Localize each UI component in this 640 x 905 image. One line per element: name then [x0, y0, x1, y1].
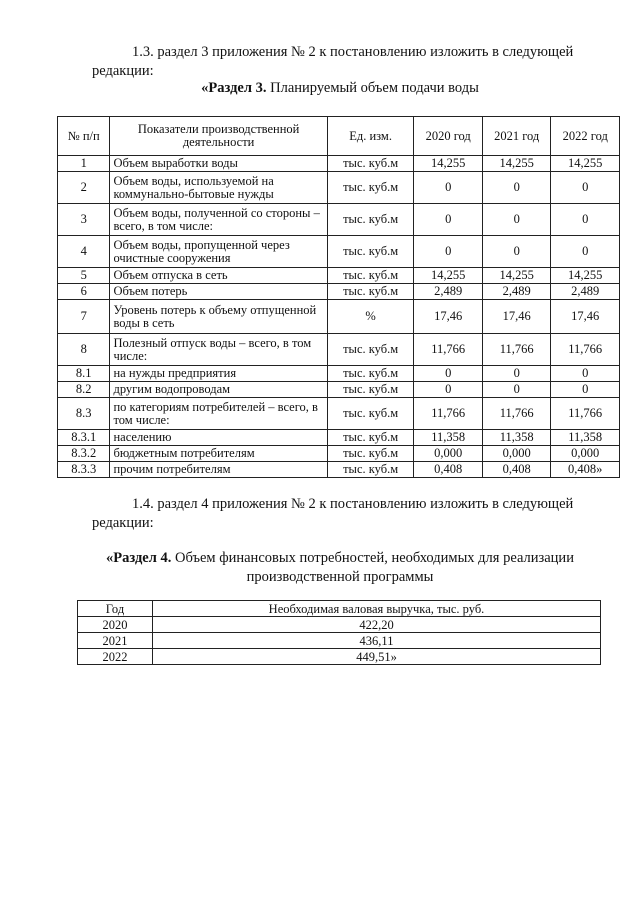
table-row — [78, 649, 601, 665]
table-row — [58, 462, 620, 478]
row-num: 3 — [58, 204, 110, 236]
water-supply-table — [57, 116, 620, 478]
row-year: 2021 — [78, 633, 153, 649]
header-2022: 2022 год — [551, 117, 620, 156]
row-2021: 11,358 — [482, 430, 551, 446]
row-2021: 0,408 — [482, 462, 551, 478]
row-2022: 0 — [551, 172, 620, 204]
header-2020: 2020 год — [414, 117, 483, 156]
row-unit: тыс. куб.м — [327, 334, 414, 366]
row-revenue: 436,11 — [153, 633, 601, 649]
table-row — [58, 268, 620, 284]
table-row — [58, 334, 620, 366]
row-revenue: 449,51» — [153, 649, 601, 665]
row-2022: 11,766 — [551, 334, 620, 366]
section-3-title — [0, 80, 640, 97]
row-revenue: 422,20 — [153, 617, 601, 633]
row-2020: 0 — [414, 172, 483, 204]
row-unit: тыс. куб.м — [327, 156, 414, 172]
row-2020: 14,255 — [414, 268, 483, 284]
row-2020: 11,766 — [414, 334, 483, 366]
table-row — [78, 617, 601, 633]
row-2020: 0,408 — [414, 462, 483, 478]
header-unit: Ед. изм. — [327, 117, 414, 156]
row-indicator: на нужды предприятия — [110, 366, 327, 382]
row-unit: тыс. куб.м — [327, 430, 414, 446]
row-2022: 0 — [551, 382, 620, 398]
row-unit: тыс. куб.м — [327, 284, 414, 300]
row-unit: тыс. куб.м — [327, 398, 414, 430]
row-unit: % — [327, 300, 414, 334]
row-indicator: Объем отпуска в сеть — [110, 268, 327, 284]
row-num: 1 — [58, 156, 110, 172]
row-unit: тыс. куб.м — [327, 204, 414, 236]
row-num: 8.3.2 — [58, 446, 110, 462]
row-indicator: населению — [110, 430, 327, 446]
row-2021: 0 — [482, 236, 551, 268]
row-unit: тыс. куб.м — [327, 446, 414, 462]
table-row — [58, 366, 620, 382]
table-row — [58, 430, 620, 446]
row-2022: 17,46 — [551, 300, 620, 334]
row-num: 2 — [58, 172, 110, 204]
table-row — [58, 398, 620, 430]
row-2020: 0,000 — [414, 446, 483, 462]
row-indicator: Объем воды, используемой на коммунально-бытовые нужды — [110, 172, 327, 204]
row-indicator: Объем воды, полученной со стороны – всего, в том числе: — [110, 204, 327, 236]
intro-1-line-2: редакции: — [92, 63, 154, 79]
intro-2-line-2: редакции: — [92, 515, 154, 531]
row-num: 8.1 — [58, 366, 110, 382]
row-2022: 0 — [551, 366, 620, 382]
row-2022: 2,489 — [551, 284, 620, 300]
row-2020: 11,766 — [414, 398, 483, 430]
header-indicator: Показатели производственной деятельности — [110, 117, 327, 156]
row-2021: 11,766 — [482, 398, 551, 430]
row-2022: 0,408» — [551, 462, 620, 478]
row-2021: 14,255 — [482, 156, 551, 172]
section-3-title-text: Планируемый объем подачи воды — [266, 80, 479, 96]
section-4-title-text: Объем финансовых потребностей, необходимых для реализации — [171, 550, 574, 566]
row-indicator: Объем выработки воды — [110, 156, 327, 172]
row-2020: 0 — [414, 382, 483, 398]
table-row — [58, 236, 620, 268]
section-4-title-bold: «Раздел 4. — [106, 550, 172, 566]
row-2021: 0 — [482, 366, 551, 382]
row-2020: 17,46 — [414, 300, 483, 334]
row-num: 8.3 — [58, 398, 110, 430]
row-2021: 17,46 — [482, 300, 551, 334]
header-num: № п/п — [58, 117, 110, 156]
row-num: 5 — [58, 268, 110, 284]
intro-1-line-1: 1.3. раздел 3 приложения № 2 к постановлению изложить в следующей — [132, 44, 574, 60]
row-2021: 2,489 — [482, 284, 551, 300]
row-indicator: по категориям потребителей – всего, в том числе: — [110, 398, 327, 430]
row-indicator: бюджетным потребителям — [110, 446, 327, 462]
revenue-table — [77, 600, 601, 665]
row-num: 8.2 — [58, 382, 110, 398]
row-unit: тыс. куб.м — [327, 236, 414, 268]
table-row — [58, 284, 620, 300]
row-num: 7 — [58, 300, 110, 334]
row-2020: 0 — [414, 204, 483, 236]
row-unit: тыс. куб.м — [327, 268, 414, 284]
row-num: 4 — [58, 236, 110, 268]
table-row — [58, 156, 620, 172]
row-2021: 14,255 — [482, 268, 551, 284]
table-header-row — [78, 601, 601, 617]
header-year: Год — [78, 601, 153, 617]
row-2021: 0 — [482, 172, 551, 204]
intro-2-line-1: 1.4. раздел 4 приложения № 2 к постановлению изложить в следующей — [132, 496, 574, 512]
row-year: 2020 — [78, 617, 153, 633]
table-row — [58, 382, 620, 398]
row-2022: 11,358 — [551, 430, 620, 446]
row-2020: 0 — [414, 236, 483, 268]
row-2021: 0 — [482, 204, 551, 236]
row-unit: тыс. куб.м — [327, 172, 414, 204]
row-unit: тыс. куб.м — [327, 366, 414, 382]
row-2022: 14,255 — [551, 156, 620, 172]
row-indicator: прочим потребителям — [110, 462, 327, 478]
section-4-title — [90, 549, 590, 587]
row-2020: 2,489 — [414, 284, 483, 300]
header-revenue: Необходимая валовая выручка, тыс. руб. — [153, 601, 601, 617]
intro-paragraph-2 — [92, 495, 612, 533]
table-row — [58, 446, 620, 462]
row-2021: 11,766 — [482, 334, 551, 366]
row-2022: 11,766 — [551, 398, 620, 430]
table-row — [58, 300, 620, 334]
row-2021: 0,000 — [482, 446, 551, 462]
row-num: 8 — [58, 334, 110, 366]
section-3-title-bold: «Раздел 3. — [201, 80, 267, 96]
table-row — [58, 204, 620, 236]
table-row — [58, 172, 620, 204]
row-2022: 0,000 — [551, 446, 620, 462]
row-2022: 0 — [551, 204, 620, 236]
table-row — [78, 633, 601, 649]
row-2020: 0 — [414, 366, 483, 382]
section-4-title-line-2: производственной программы — [246, 569, 434, 585]
row-2020: 11,358 — [414, 430, 483, 446]
row-2021: 0 — [482, 382, 551, 398]
row-num: 8.3.1 — [58, 430, 110, 446]
row-indicator: другим водопроводам — [110, 382, 327, 398]
row-indicator: Полезный отпуск воды – всего, в том числе: — [110, 334, 327, 366]
row-unit: тыс. куб.м — [327, 462, 414, 478]
row-indicator: Объем потерь — [110, 284, 327, 300]
header-2021: 2021 год — [482, 117, 551, 156]
table-header-row — [58, 117, 620, 156]
row-unit: тыс. куб.м — [327, 382, 414, 398]
row-indicator: Уровень потерь к объему отпущенной воды в сеть — [110, 300, 327, 334]
row-num: 8.3.3 — [58, 462, 110, 478]
row-2022: 14,255 — [551, 268, 620, 284]
row-indicator: Объем воды, пропущенной через очистные сооружения — [110, 236, 327, 268]
row-num: 6 — [58, 284, 110, 300]
row-2020: 14,255 — [414, 156, 483, 172]
row-year: 2022 — [78, 649, 153, 665]
intro-paragraph-1 — [92, 43, 612, 81]
row-2022: 0 — [551, 236, 620, 268]
